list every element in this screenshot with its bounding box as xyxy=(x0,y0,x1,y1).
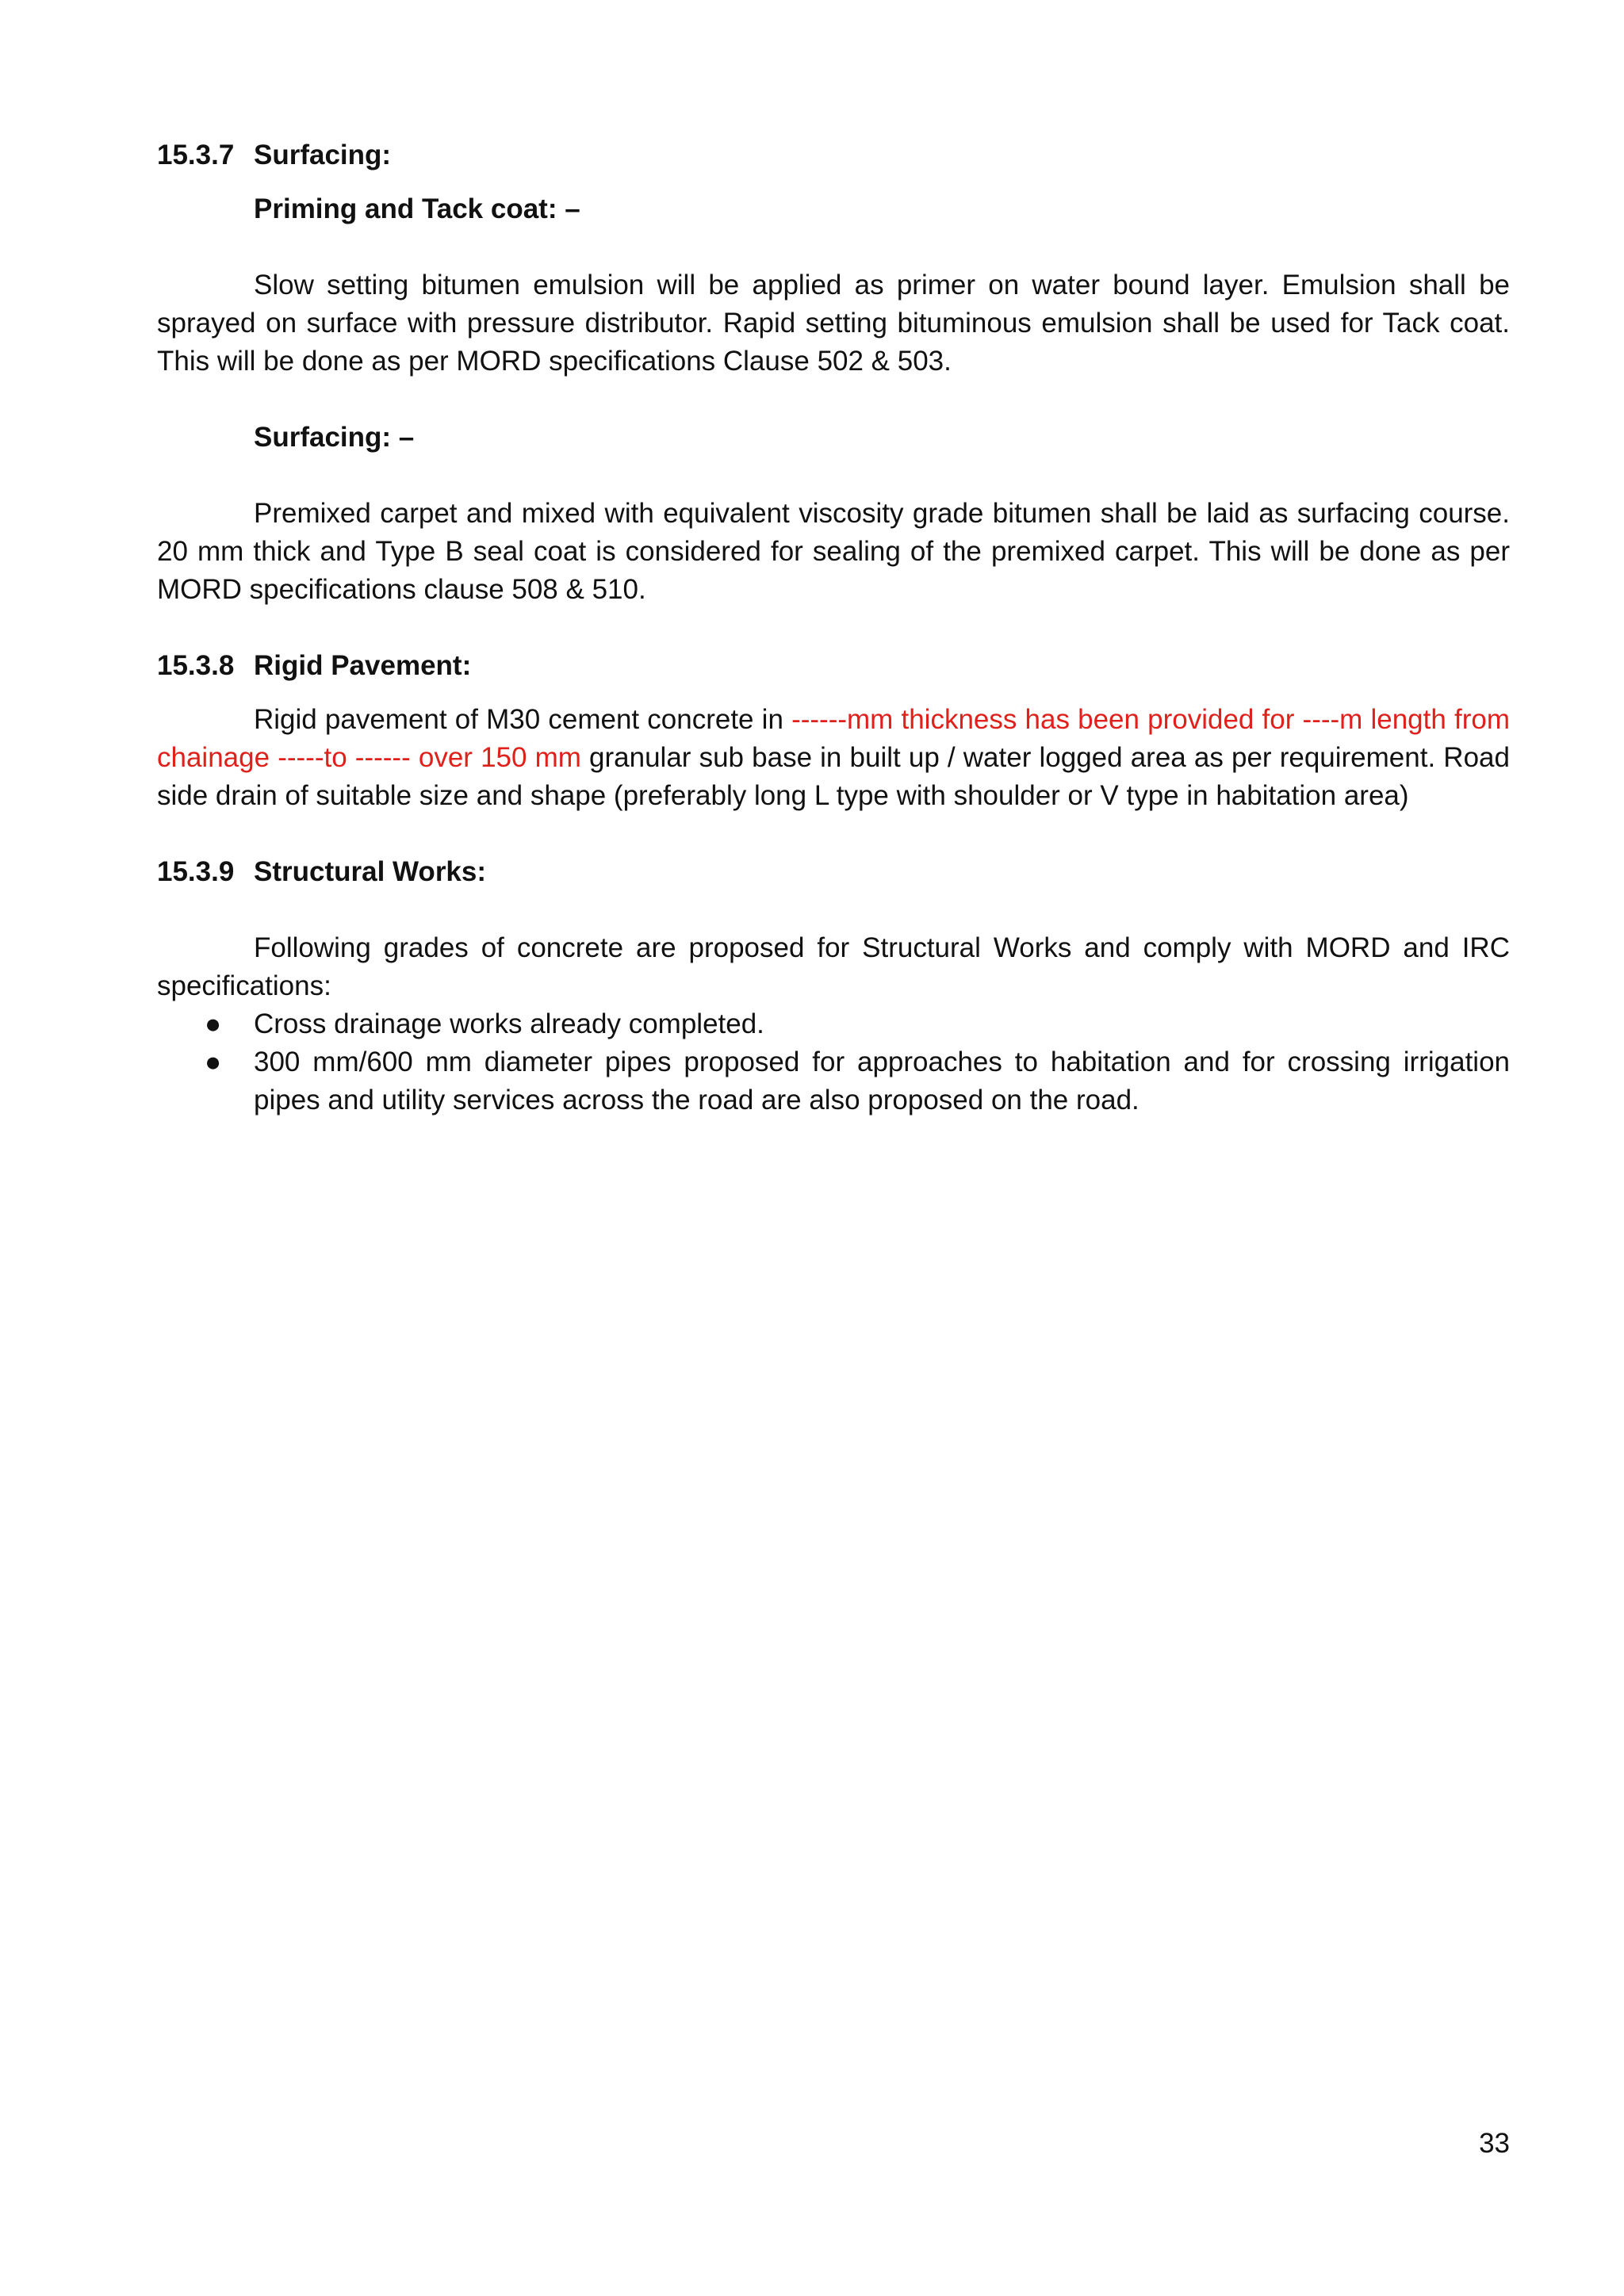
rigid-pavement-text-start: Rigid pavement of M30 cement concrete in xyxy=(254,704,792,735)
page-content xyxy=(157,136,1510,1119)
section-heading-15-3-7 xyxy=(157,136,1510,174)
surfacing-paragraph: Premixed carpet and mixed with equivalent viscosity grade bitumen shall be laid as surfacing course. 20 mm thick and Type B seal coat is considered for sealing of the premixed carpet. This will be done as per MORD specifications clause 508 & 510. xyxy=(157,498,1510,605)
list-item xyxy=(157,1005,1510,1043)
section-number: 15.3.7 xyxy=(157,140,235,170)
surfacing-heading: Surfacing: – xyxy=(254,422,415,453)
list-item-text: 300 mm/600 mm diameter pipes proposed for approaches to habitation and for crossing irrigation pipes and utility services across the road are also proposed on the road. xyxy=(254,1047,1510,1115)
priming-tack-coat-heading: Priming and Tack coat: – xyxy=(254,193,580,224)
rigid-pavement-paragraph xyxy=(157,701,1510,815)
bullet-icon: ● xyxy=(205,1047,222,1077)
section-title: Rigid Pavement: xyxy=(254,650,472,681)
list-item-text: Cross drainage works already completed. xyxy=(254,1008,764,1039)
section-number: 15.3.8 xyxy=(157,650,235,681)
section-heading-15-3-9 xyxy=(157,853,1510,891)
section-title: Surfacing: xyxy=(254,140,392,170)
list-item xyxy=(157,1043,1510,1119)
rigid-pavement-text-end: granular sub base in built up / water logged area as per requirement. Road side drain of suitable size and shape (preferably long L type with shoulder or V type in habitation area) xyxy=(157,742,1510,811)
section-title: Structural Works: xyxy=(254,856,487,887)
section-number: 15.3.9 xyxy=(157,856,235,887)
priming-tack-coat-paragraph: Slow setting bitumen emulsion will be applied as primer on water bound layer. Emulsion shall be sprayed on surface with pressure distributor. Rapid setting bituminous emulsion shall be used for Tack coat. This will be done as per MORD specifications Clause 502 & 503. xyxy=(157,270,1510,377)
structural-works-intro: Following grades of concrete are proposed for Structural Works and comply with MORD and IRC specifications: xyxy=(157,932,1510,1001)
page-number: 33 xyxy=(1479,2128,1510,2159)
section-heading-15-3-8 xyxy=(157,647,1510,685)
structural-works-list xyxy=(157,1005,1510,1119)
bullet-icon: ● xyxy=(205,1008,222,1039)
rigid-pavement-highlighted-text: ------mm thickness has been provided for ----m length from chainage -----to ------ over 150 mm xyxy=(157,704,1510,773)
